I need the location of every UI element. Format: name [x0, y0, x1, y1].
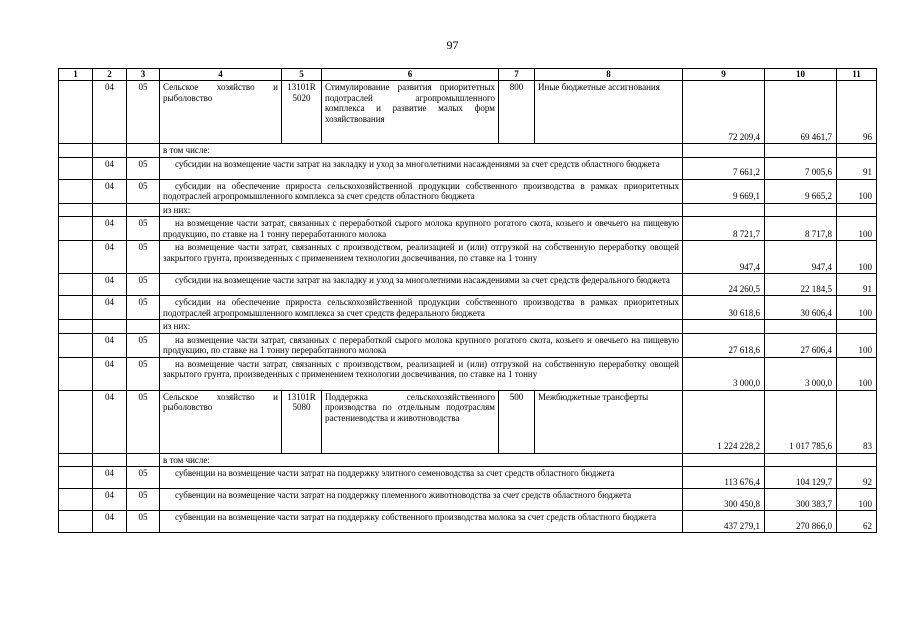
empty-cell	[59, 489, 93, 511]
target-article-code: 13101R 5080	[282, 390, 322, 453]
executed-amount: 69 461,7	[765, 81, 837, 144]
planned-amount: 1 224 228,2	[683, 390, 765, 453]
execution-percent: 100	[837, 296, 877, 320]
empty-cell	[59, 217, 93, 241]
group-label-row	[59, 144, 877, 158]
subsidy-row	[59, 274, 877, 296]
empty-cell	[127, 203, 160, 217]
execution-percent: 62	[837, 511, 877, 533]
empty-cell	[59, 296, 93, 320]
subsection-code: 05	[127, 296, 160, 320]
subsidy-description: на возмещение части затрат, связанных с производством, реализацией и (или) отгрузкой на собственную переработку овощей закрытого грунта, произведенных с применением технологии досвечивания, по ставке на 1 тонну	[160, 241, 683, 274]
empty-cell	[59, 453, 93, 467]
target-article-name: Поддержка сельскохозяйственного производства по отдельным подотраслям растениеводства и животноводства	[322, 390, 499, 453]
header-cell: 3	[127, 69, 160, 81]
execution-percent: 100	[837, 179, 877, 203]
subsection-code: 05	[127, 81, 160, 144]
empty-cell	[93, 144, 127, 158]
expense-type-name: Иные бюджетные ассигнования	[535, 81, 683, 144]
section-code: 04	[93, 467, 127, 489]
planned-amount: 7 661,2	[683, 157, 765, 179]
empty-cell	[127, 320, 160, 334]
expense-type-code: 500	[499, 390, 535, 453]
execution-percent: 92	[837, 467, 877, 489]
section-code: 04	[93, 489, 127, 511]
group-label-row	[59, 453, 877, 467]
section-code: 04	[93, 157, 127, 179]
execution-percent: 100	[837, 241, 877, 274]
empty-cell	[59, 390, 93, 453]
empty-cell	[765, 144, 837, 158]
executed-amount: 30 606,4	[765, 296, 837, 320]
planned-amount: 27 618,6	[683, 333, 765, 357]
subsidy-description: субвенции на возмещение части затрат на поддержку собственного производства молока за счет средств областного бюджета	[160, 511, 683, 533]
execution-percent: 91	[837, 274, 877, 296]
subsection-code: 05	[127, 489, 160, 511]
expense-type-code: 800	[499, 81, 535, 144]
subsidy-row	[59, 333, 877, 357]
target-article-name: Стимулирование развития приоритетных подотраслей агропромышленного комплекса и развитие малых форм хозяйствования	[322, 81, 499, 144]
empty-cell	[837, 320, 877, 334]
section-code: 04	[93, 357, 127, 390]
header-cell: 6	[322, 69, 499, 81]
header-cell: 1	[59, 69, 93, 81]
empty-cell	[59, 320, 93, 334]
subsection-code: 05	[127, 179, 160, 203]
empty-cell	[765, 453, 837, 467]
section-name: Сельское хозяйство и рыболовство	[160, 81, 282, 144]
executed-amount: 7 005,6	[765, 157, 837, 179]
subsidy-row	[59, 489, 877, 511]
group-label: в том числе:	[160, 144, 683, 158]
empty-cell	[837, 144, 877, 158]
subsidy-description: на возмещение части затрат, связанных с переработкой сырого молока крупного рогатого скота, козьего и овечьего на пищевую продукцию, по ставке на 1 тонну переработанного молока	[160, 333, 683, 357]
empty-cell	[59, 274, 93, 296]
budget-table	[58, 68, 877, 533]
budget-line-row	[59, 390, 877, 453]
empty-cell	[765, 203, 837, 217]
empty-cell	[765, 320, 837, 334]
section-code: 04	[93, 241, 127, 274]
subsidy-row	[59, 241, 877, 274]
empty-cell	[59, 333, 93, 357]
execution-percent: 91	[837, 157, 877, 179]
empty-cell	[127, 453, 160, 467]
execution-percent: 83	[837, 390, 877, 453]
expense-type-name: Межбюджетные трансферты	[535, 390, 683, 453]
planned-amount: 113 676,4	[683, 467, 765, 489]
section-code: 04	[93, 274, 127, 296]
execution-percent: 100	[837, 357, 877, 390]
section-name: Сельское хозяйство и рыболовство	[160, 390, 282, 453]
subsection-code: 05	[127, 333, 160, 357]
planned-amount: 947,4	[683, 241, 765, 274]
planned-amount: 24 260,5	[683, 274, 765, 296]
subsection-code: 05	[127, 390, 160, 453]
empty-cell	[837, 203, 877, 217]
target-article-code: 13101R 5020	[282, 81, 322, 144]
header-cell: 8	[535, 69, 683, 81]
planned-amount: 300 450,8	[683, 489, 765, 511]
header-cell: 10	[765, 69, 837, 81]
header-cell: 2	[93, 69, 127, 81]
executed-amount: 9 665,2	[765, 179, 837, 203]
subsection-code: 05	[127, 357, 160, 390]
execution-percent: 96	[837, 81, 877, 144]
empty-cell	[683, 453, 765, 467]
subsidy-row	[59, 157, 877, 179]
executed-amount: 1 017 785,6	[765, 390, 837, 453]
subsidy-description: субсидии на возмещение части затрат на закладку и уход за многолетними насаждениями за счет средств областного бюджета	[160, 157, 683, 179]
subsidy-row	[59, 217, 877, 241]
empty-cell	[59, 357, 93, 390]
empty-cell	[837, 453, 877, 467]
planned-amount: 9 669,1	[683, 179, 765, 203]
section-code: 04	[93, 511, 127, 533]
execution-percent: 100	[837, 489, 877, 511]
empty-cell	[59, 467, 93, 489]
subsidy-description: на возмещение части затрат, связанных с переработкой сырого молока крупного рогатого скота, козьего и овечьего на пищевую продукцию, по ставке на 1 тонну переработанного молока	[160, 217, 683, 241]
empty-cell	[59, 144, 93, 158]
empty-cell	[59, 511, 93, 533]
empty-cell	[93, 203, 127, 217]
section-code: 04	[93, 217, 127, 241]
executed-amount: 8 717,8	[765, 217, 837, 241]
group-label-row	[59, 320, 877, 334]
subsection-code: 05	[127, 511, 160, 533]
planned-amount: 30 618,6	[683, 296, 765, 320]
subsidy-row	[59, 511, 877, 533]
subsidy-row	[59, 357, 877, 390]
subsection-code: 05	[127, 467, 160, 489]
subsidy-description: на возмещение части затрат, связанных с производством, реализацией и (или) отгрузкой на собственную переработку овощей закрытого грунта, произведенных с применением технологии досвечивания, по ставке на 1 тонну	[160, 357, 683, 390]
empty-cell	[93, 320, 127, 334]
planned-amount: 437 279,1	[683, 511, 765, 533]
page-number: 97	[446, 38, 459, 52]
subsection-code: 05	[127, 274, 160, 296]
empty-cell	[93, 453, 127, 467]
subsidy-description: субсидии на обеспечение прироста сельскохозяйственной продукции собственного производства в рамках приоритетных подотраслей агропромышленного комплекса за счет средств федерального бюджета	[160, 296, 683, 320]
group-label: из них:	[160, 203, 683, 217]
empty-cell	[59, 81, 93, 144]
empty-cell	[683, 144, 765, 158]
subsidy-row	[59, 179, 877, 203]
executed-amount: 3 000,0	[765, 357, 837, 390]
header-row	[59, 69, 877, 81]
header-cell: 5	[282, 69, 322, 81]
subsidy-row	[59, 296, 877, 320]
budget-line-row	[59, 81, 877, 144]
subsidy-description: субвенции на возмещение части затрат на поддержку племенного животноводства за счет средств областного бюджета	[160, 489, 683, 511]
subsidy-description: субвенции на возмещение части затрат на поддержку элитного семеноводства за счет средств областного бюджета	[160, 467, 683, 489]
section-code: 04	[93, 81, 127, 144]
executed-amount: 947,4	[765, 241, 837, 274]
header-cell: 4	[160, 69, 282, 81]
subsection-code: 05	[127, 157, 160, 179]
executed-amount: 270 866,0	[765, 511, 837, 533]
subsidy-description: субсидии на возмещение части затрат на закладку и уход за многолетними насаждениями за счет средств федерального бюджета	[160, 274, 683, 296]
header-cell: 7	[499, 69, 535, 81]
subsidy-description: субсидии на обеспечение прироста сельскохозяйственной продукции собственного производства в рамках приоритетных подотраслей агропромышленного комплекса за счет средств областного бюджета	[160, 179, 683, 203]
executed-amount: 22 184,5	[765, 274, 837, 296]
executed-amount: 300 383,7	[765, 489, 837, 511]
group-label: в том числе:	[160, 453, 683, 467]
section-code: 04	[93, 296, 127, 320]
executed-amount: 104 129,7	[765, 467, 837, 489]
empty-cell	[683, 203, 765, 217]
header-cell: 11	[837, 69, 877, 81]
section-code: 04	[93, 333, 127, 357]
group-label: из них:	[160, 320, 683, 334]
subsection-code: 05	[127, 241, 160, 274]
empty-cell	[683, 320, 765, 334]
header-cell: 9	[683, 69, 765, 81]
section-code: 04	[93, 179, 127, 203]
empty-cell	[59, 203, 93, 217]
execution-percent: 100	[837, 333, 877, 357]
empty-cell	[59, 179, 93, 203]
planned-amount: 72 209,4	[683, 81, 765, 144]
execution-percent: 100	[837, 217, 877, 241]
planned-amount: 8 721,7	[683, 217, 765, 241]
empty-cell	[59, 241, 93, 274]
group-label-row	[59, 203, 877, 217]
subsection-code: 05	[127, 217, 160, 241]
subsidy-row	[59, 467, 877, 489]
empty-cell	[127, 144, 160, 158]
empty-cell	[59, 157, 93, 179]
planned-amount: 3 000,0	[683, 357, 765, 390]
executed-amount: 27 606,4	[765, 333, 837, 357]
section-code: 04	[93, 390, 127, 453]
